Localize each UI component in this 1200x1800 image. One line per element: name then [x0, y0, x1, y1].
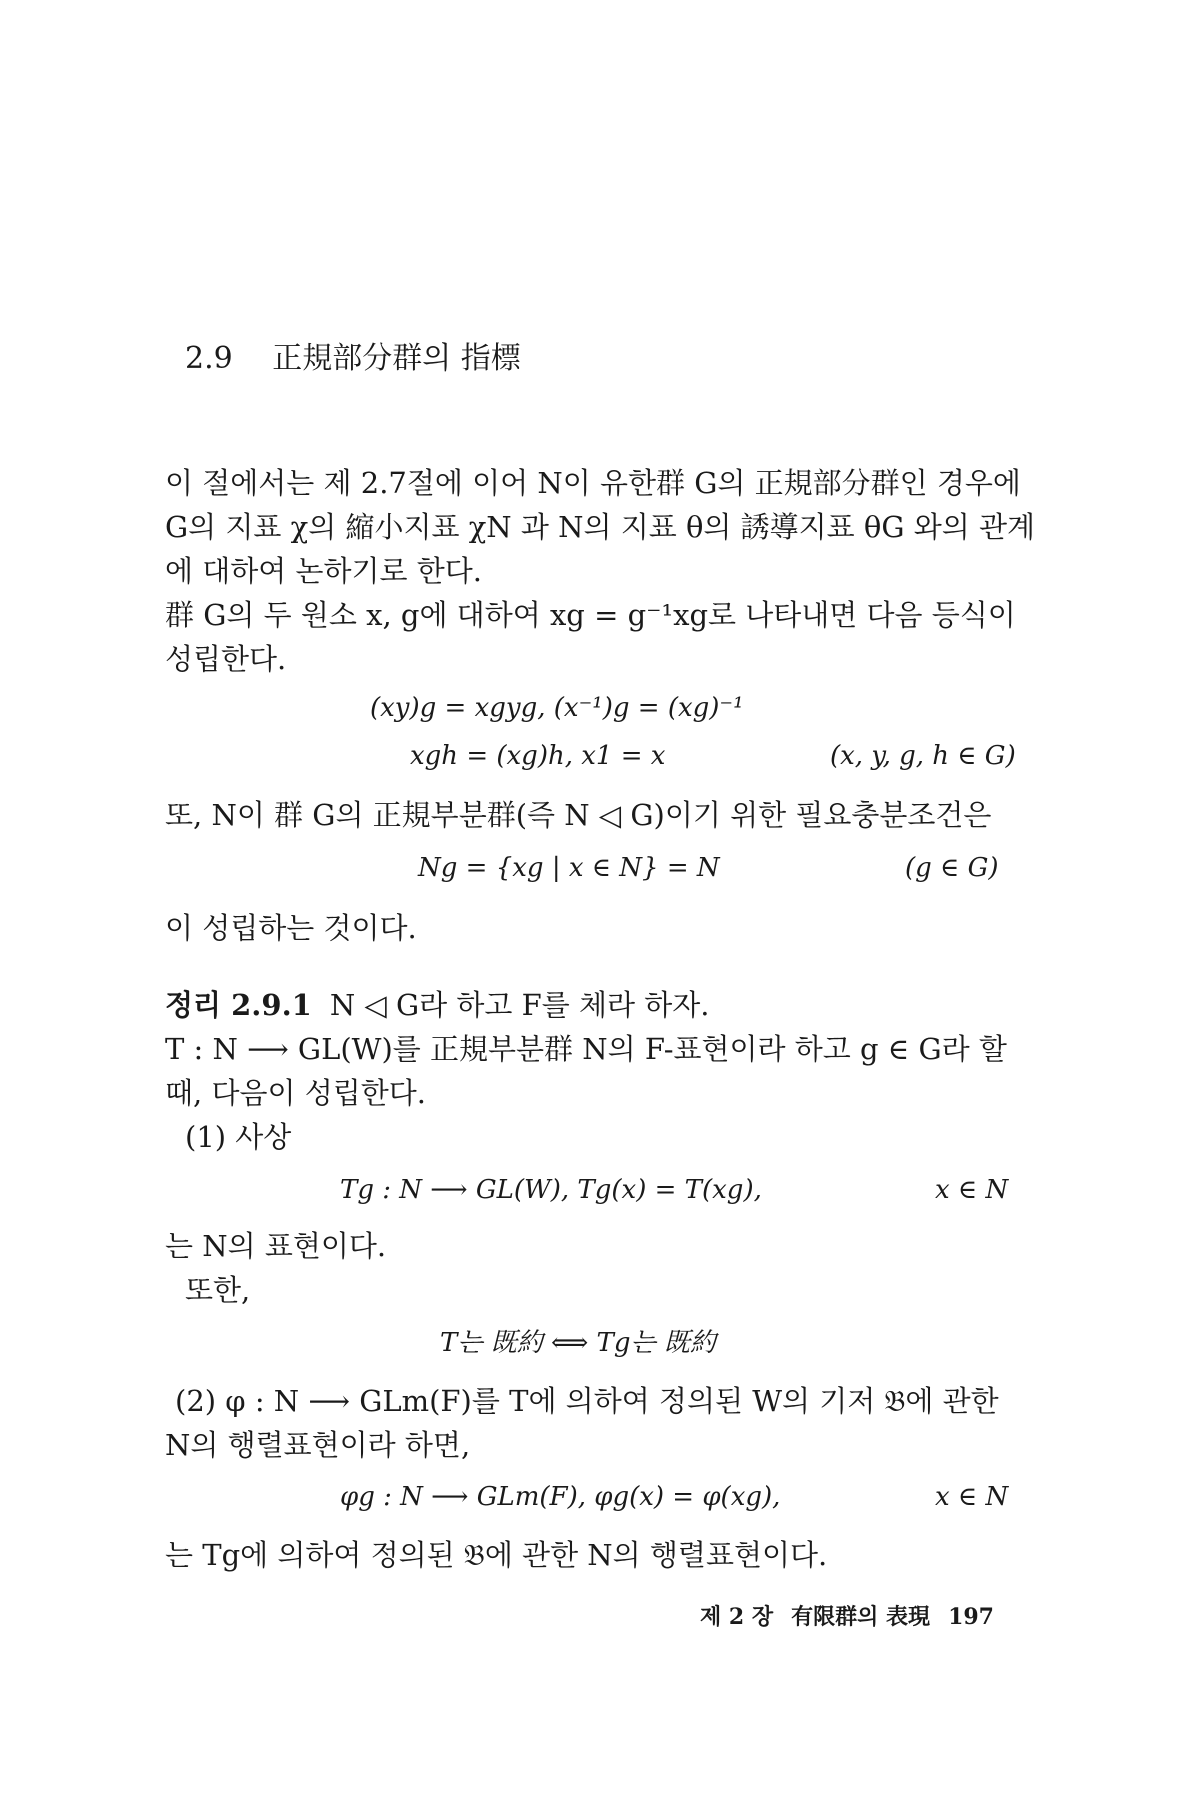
paragraph-line: G의 지표 χ의 縮小지표 χN 과 N의 지표 θ의 誘導지표 θG 와의 관계: [165, 510, 1036, 544]
theorem-text: N ◁ G라 하고 F를 체라 하자.: [329, 988, 710, 1022]
paragraph-line: 에 대하여 논하기로 한다.: [165, 554, 483, 588]
paragraph-line: 이 절에서는 제 2.7절에 이어 N이 유한群 G의 正規部分群인 경우에: [165, 466, 1021, 500]
theorem-heading: [165, 985, 709, 1025]
equation: T는 既約 ⟺ Tg는 既約: [440, 1328, 716, 1358]
footer-title: 有限群의 表現: [791, 1604, 931, 1630]
section-title: 正規部分群의 指標: [272, 341, 521, 376]
equation: xgh = (xg)h, x1 = x: [410, 741, 666, 771]
theorem-line: 는 N의 표현이다.: [165, 1229, 387, 1263]
section-heading: [185, 333, 521, 377]
equation-condition: (x, y, g, h ∈ G): [830, 741, 1016, 771]
section-number: 2.9: [185, 341, 233, 376]
page-number: 197: [948, 1604, 994, 1630]
page-footer: [700, 1600, 1012, 1631]
footer-chapter: 제 2 장: [700, 1604, 774, 1630]
equation: Tg : N ⟶ GL(W), Tg(x) = T(xg),: [340, 1175, 762, 1205]
theorem-line: 또한,: [185, 1273, 251, 1307]
theorem-line: (2) φ : N ⟶ GLm(F)를 T에 의하여 정의된 W의 기저 𝔅에 관한: [175, 1384, 999, 1418]
equation: Ng = {xg | x ∈ N} = N: [418, 853, 720, 883]
equation: (xy)g = xgyg, (x⁻¹)g = (xg)⁻¹: [370, 693, 744, 723]
paragraph-line: 또, N이 群 G의 正規부분群(즉 N ◁ G)이기 위한 필요충분조건은: [165, 798, 992, 832]
equation-condition: x ∈ N: [935, 1482, 1009, 1512]
paragraph-line: 群 G의 두 원소 x, g에 대하여 xg = g⁻¹xg로 나타내면 다음 등식이: [165, 598, 1016, 632]
equation-condition: (g ∈ G): [905, 853, 999, 883]
theorem-label: 정리 2.9.1: [165, 988, 312, 1022]
equation: φg : N ⟶ GLm(F), φg(x) = φ(xg),: [340, 1482, 781, 1512]
theorem-item-head: (1) 사상: [185, 1120, 292, 1154]
theorem-line: N의 행렬표현이라 하면,: [165, 1428, 471, 1462]
theorem-line: 는 Tg에 의하여 정의된 𝔅에 관한 N의 행렬표현이다.: [165, 1538, 828, 1572]
equation-condition: x ∈ N: [935, 1175, 1009, 1205]
paragraph-line: 이 성립하는 것이다.: [165, 911, 417, 945]
paragraph-line: 성립한다.: [165, 642, 287, 676]
theorem-line: T : N ⟶ GL(W)를 正規부분群 N의 F-표현이라 하고 g ∈ G라 할: [165, 1032, 1007, 1066]
theorem-line: 때, 다음이 성립한다.: [165, 1076, 426, 1110]
